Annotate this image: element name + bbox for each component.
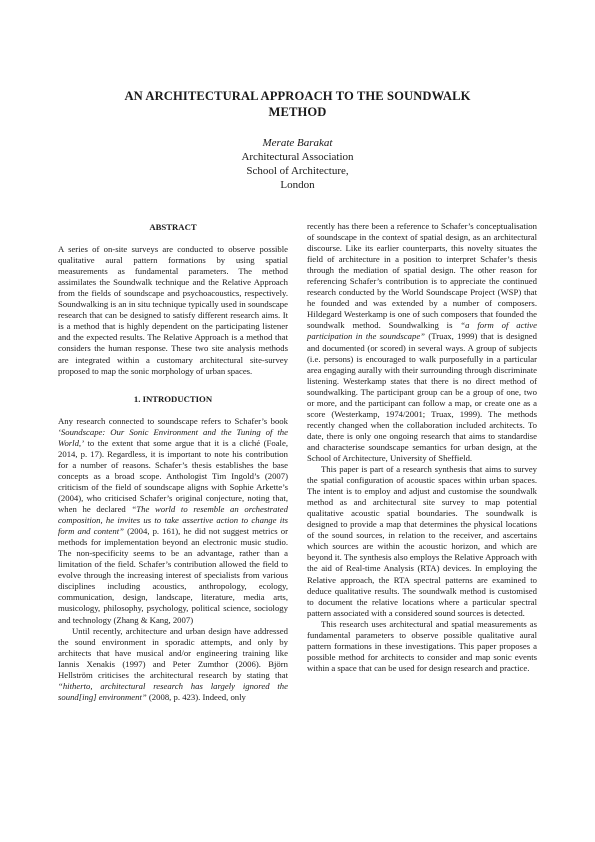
author-affiliation-2: School of Architecture, [246,165,349,177]
intro-p2-quote: “hitherto, architectural research has largely ignored the sound[ing] environment” [58,680,288,702]
right-column [307,221,537,674]
intro-p3-b: (Truax, 1999) that is designed and documented (or scored) in several ways. A group of subjects (i.e. persons) is encouraged to walk purposefully in a particular area engaging aurally with their surrounding through discriminate listening. Westerkamp states that there is no direct method of soundwalking. The participant group can be a group of one, two or more, and the participant can follow a map, or create one as a score (Westerkamp, 1974/2001; Truax, 1999). The methods recently changed when the collaboration included architects. To date, there is only one ongoing research that aims to standardise and characterise soundscape semantics for urban design, at the School of Architecture, University of Sheffield. [307,331,537,463]
intro-p2-a: Until recently, architecture and urban design have addressed the sound environment in sporadic attempts, and only by architects that have musical and/or engineering training like Iannis Xenakis (1997) and Peter Zumthor (2006). Björn Hellström criticises the architectural research by stating that [58,625,288,680]
author-name: Merate Barakat [262,137,333,149]
intro-p3-a: recently has there been a reference to Schafer’s conceptualisation of soundscape in the context of spatial design, as an architectural discourse. Like its earlier counterparts, this novelty situates the field of architecture in a position to interpret Schafer’s thesis through the mediation of spatial design. The other reason for referencing Schafer’s contribution is to appreciate the continued research conducted by the World Soundscape Project (WSP) that he founded and was extended by a number of composers. Hildegard Westerkamp is one of such composers that founded the soundwalk method. Soundwalking is [307,221,537,331]
intro-p2-b: (2008, p. 423). Indeed, only [146,691,246,702]
intro-paragraph-3: This paper is part of a research synthesis that aims to survey the spatial configuration of acoustic spaces within urban spaces. The intent is to employ and adjust and customise the soundwalk method as and architectural site survey to map potential qualitative acoustic spatial boundaries. The soundwalk is designed to provide a map that determines the physical locations of the sound sources, in relation to the receiver, and ascertains which sources are within the acoustic horizon, and which are beyond it. The synthesis also employs the Relative Approach with the aid of Real-time Analysis (RTA) devices. In employing the Relative approach, the RTA spectral patterns are examined to deduce qualitative results. The soundwalk method is customised to document the relative locations where a particular spectral pattern associated with a considered sound sources is detected. [307,464,537,618]
abstract-text: A series of on-site surveys are conducted to observe possible qualitative aural pattern formations by using spatial measurements as fundamental parameters. The method assimilates the Soundwalk technique and the Relative Approach from the fields of soundscape and psychoacoustics, respectively. Soundwalking is an in situ technique typically used in soundscape research that can be designed to satisfy different research aims. It is a method that is highly dependent on the participating listener and the expected results. The Relative Approach is a method that considers the human response. These two site analysis methods are integrated within a customary architectural site-survey proposed to map the sonic morphology of urban spaces. [58,244,288,376]
intro-p3-quote: “a form of active participation in the soundscape” [307,320,537,342]
paper-title [60,88,535,120]
intro-paragraph-2-cont [307,221,537,464]
intro-p1-quote: “The world to resemble an orchestrated composition, he invites us to take assertive action to change its form and content” [58,504,289,537]
title-line-1: AN ARCHITECTURAL APPROACH TO THE SOUNDWALK [124,89,471,103]
introduction-heading: 1. INTRODUCTION [133,393,213,404]
intro-p1-c: (2004, p. 161), he did not suggest metrics or methods for implementation beyond an electronic music studio. The non-specificity seems to be an advantage, rather than a limitation of the field. Schafer’s contribution allowed the field to evolve through the increasing interest of specialists from various disciplines including acoustics, anthropology, ecology, communication, design, landscape, literature, media arts, musicology, philosophy, psychology, political science, sociology and technology (Zhang & Kang, 2007) [58,526,288,625]
intro-paragraph-4: This research uses architectural and spatial measurements as fundamental parameters to observe possible qualitative aural pattern formations in these investigations. This paper proposes a possible method for architects to consider and map sonic events within a space that can be used for design research and practice. [307,618,537,673]
author-block [60,136,535,192]
author-affiliation-3: London [280,179,315,191]
intro-paragraph-1 [58,416,288,626]
left-column [58,222,288,703]
intro-paragraph-2 [58,626,288,703]
intro-p1-a: Any research connected to soundscape refers to Schafer’s book [58,415,288,426]
abstract-heading: ABSTRACT [149,222,197,232]
intro-p1-b: to the extent that some argue that it is a cliché (Foale, 2014, p. 17). Regardless, it is important to note his contribution for a number of reasons. Schafer’s thesis establishes the base concepts as a broad scope. Anthologist Tim Ingold’s (2007) criticism of the field of soundscape aligns with Sophie Arkette’s (2004), who criticised Schafer’s original conjecture, noting that, when he declared [58,437,288,515]
author-affiliation-1: Architectural Association [241,151,354,163]
intro-p1-book-title: ‘Soundscape: Our Sonic Environment and the Tuning of the World,’ [58,426,288,448]
title-line-2: METHOD [268,105,327,119]
